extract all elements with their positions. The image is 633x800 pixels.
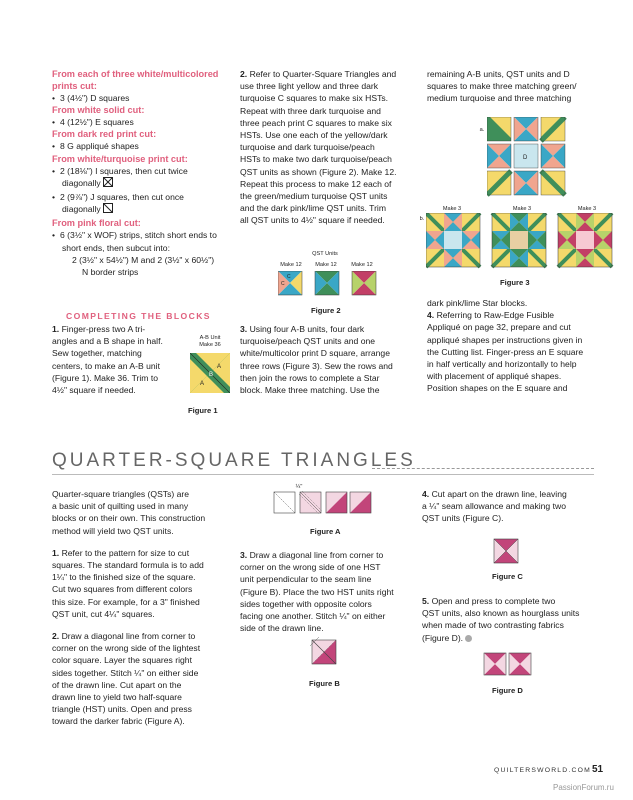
cutting-item: • 6 (3½" x WOF) strips, stitch short ends to xyxy=(52,229,230,241)
cutting-item: • 2 (9⅞") J squares, then cut once xyxy=(52,191,230,203)
svg-text:A: A xyxy=(200,381,205,387)
figure-3a-label: a. xyxy=(479,127,485,133)
qst-underline xyxy=(52,474,594,475)
qst-col1-text: Quarter-square triangles (QSTs) are a basic unit of quilting used in many blocks or on their own. This construction method will yield two QST units. 1. Refer to the pattern for size to cut squares. The standard formula is to add 1¼" to the finished size of the square. Cut two squares from different colors this size. For example, for a 3" finished QST unit, cut 4¼" squares. 2. Draw a diagonal line from corner to corner on the wrong side of the lightest color square. Layer the squares right sides together. Stitch ¼" on either side of the drawn line. Cut apart on the drawn line to yield two half-square triangle (HST) units. Open and press toward the darker fabric (Figure A). xyxy=(52,489,206,727)
qst-title-rule xyxy=(372,468,594,469)
figure-c-caption: Figure C xyxy=(492,572,523,581)
figure-3b-label: b. xyxy=(419,216,425,222)
figure-3b-make: Make 3 xyxy=(442,206,462,212)
page-number: 51 xyxy=(592,764,604,775)
cutting-item-cont: diagonally xyxy=(52,203,230,215)
figure-2-title: QST Units xyxy=(312,251,338,257)
cutting-item-cont: short ends, then subcut into: xyxy=(62,242,170,253)
end-mark-icon xyxy=(465,635,472,642)
cutting-list xyxy=(52,68,230,278)
figure-2-make: Make 12 xyxy=(280,262,302,268)
svg-text:B: B xyxy=(209,372,214,378)
cutting-item-cont: N border strips xyxy=(82,267,139,278)
figure-a-quarter-label: ¼" xyxy=(295,484,303,490)
figure-d-hourglass-units xyxy=(483,652,533,676)
step-1-text: 1. Finger-press two A tri- angles and a B shape in half. Sew together, matching centers, to make an A-B unit (Figure 1). Make 36. Trim to 4½" square if needed. xyxy=(52,324,163,396)
svg-text:C: C xyxy=(281,281,285,287)
figure-b-caption: Figure B xyxy=(309,679,340,688)
qst-col3-step5: 5. Open and press to complete two QST units, also known as hourglass units when made of two contrasting fabrics (Figure D). xyxy=(422,596,580,643)
watermark: PassionForum.ru xyxy=(553,783,614,792)
cutting-heading-4: From white/turquoise print cut: xyxy=(52,153,188,164)
figure-3b-make: Make 3 xyxy=(512,206,532,212)
step-2-text: 2. Refer to Quarter-Square Triangles and use three light yellow and three dark turquoise C squares to make six HSTs. Repeat with three dark turquoise and three peach print C squares to make six HSTs. Use one each of the yellow/dark turquoise and dark turquoise/peach HSTs to make two dark turquoise/peach QST units as shown (Figure 2). Make 12. Repeat this process to make 12 each of the green/medium turquoise QST units and the dark pink/lime QST units. Trim all QST units to 4½" square if needed. xyxy=(240,69,397,226)
footer-site: QUILTERSWORLD.COM xyxy=(494,767,591,774)
figure-2-caption: Figure 2 xyxy=(311,306,341,315)
completing-heading: COMPLETING THE BLOCKS xyxy=(66,311,211,321)
figure-c-cut-units xyxy=(492,537,520,565)
figure-2-make: Make 12 xyxy=(351,262,373,268)
cutting-item-cont: diagonally xyxy=(52,177,230,189)
d-square-label: D xyxy=(523,155,528,161)
cutting-heading-2: From white solid cut: xyxy=(52,105,145,116)
step-3-text: 3. Using four A-B units, four dark turquoise/peach QST units and one white/multicolor print D square, arrange three rows (Figure 3). Sew the rows and then join the rows to complete a Star block. Make three matching. Use the xyxy=(240,324,393,396)
qst-col3-step4: 4. Cut apart on the drawn line, leaving a ¼" seam allowance and making two QST units (Figure C). xyxy=(422,489,567,524)
figure-3b-make: Make 3 xyxy=(577,206,597,212)
figure-d-caption: Figure D xyxy=(492,686,523,695)
cutting-heading-5: From pink floral cut: xyxy=(52,218,141,229)
figure-b-hst-marked xyxy=(309,637,339,667)
cutting-item: • 4 (12½") E squares xyxy=(52,116,230,128)
figure-2-qst-units xyxy=(278,271,378,297)
figure-3b-star-blocks xyxy=(426,213,621,269)
qst-col2-text: 3. Draw a diagonal line from corner to corner on the wrong side of one HST unit perpendicular to the seam line (Figure B). Place the two HST units right sides together with opposite colors facing one another. Stitch ¼" on either side of the drawn line. xyxy=(240,550,394,634)
figure-1-label: A-B Unit Make 36 xyxy=(199,335,221,348)
col3-lower-text: dark pink/lime Star blocks. 4. Referring to Raw-Edge Fusible Appliqué on page 32, prepare and cut appliqué shapes per instructions given in the Cutting list. Finger-press an E square in half vertically and horizontally to help with placement of appliqué shapes. Position shapes on the E square and xyxy=(427,298,584,394)
figure-2-make: Make 12 xyxy=(315,262,337,268)
cutting-item: • 2 (18⅛") I squares, then cut twice xyxy=(52,165,230,177)
cutting-heading-3: From dark red print cut: xyxy=(52,129,157,140)
diagonal-x-icon xyxy=(103,177,113,187)
cutting-heading-1: From each of three white/multicolored prints cut: xyxy=(52,69,219,91)
cutting-item-cont: 2 (3½" x 54½") M and 2 (3½" x 60½") xyxy=(72,254,215,265)
figure-3-caption: Figure 3 xyxy=(500,278,530,287)
figure-3a-layout xyxy=(487,117,567,197)
diagonal-single-icon xyxy=(103,203,113,213)
qst-section-title: QUARTER-SQUARE TRIANGLES xyxy=(52,450,416,471)
cutting-item: • 3 (4½") D squares xyxy=(52,92,230,104)
col3-top-text: remaining A-B units, QST units and D squares to make three matching green/ medium turquoise and three matching xyxy=(427,69,577,104)
svg-text:C: C xyxy=(287,274,291,280)
figure-1-caption: Figure 1 xyxy=(188,406,218,415)
figure-a-caption: Figure A xyxy=(310,527,341,536)
cutting-item: • 8 G appliqué shapes xyxy=(52,140,230,152)
figure-1-ab-unit xyxy=(190,353,230,393)
figure-a-hst xyxy=(272,490,372,516)
svg-text:A: A xyxy=(217,364,222,370)
